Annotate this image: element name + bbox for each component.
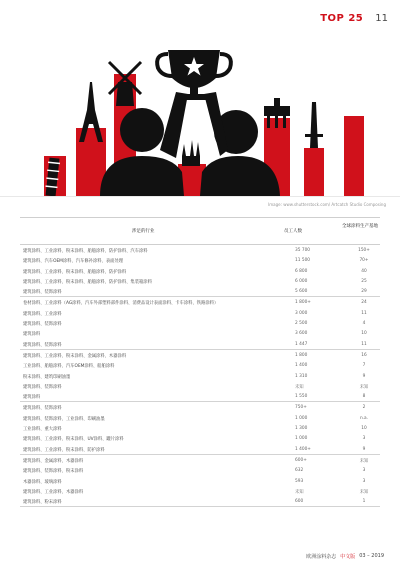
employees-cell: 1 800+: [295, 300, 311, 306]
industries-cell: 卷材涂料、工业涂料（AG涂料、汽车外部塑料部件涂料、消费品设计表面涂料、卡车涂料、铁路涂料）: [23, 301, 219, 307]
table-row: [20, 391, 380, 401]
table-row: [20, 413, 380, 423]
industries-cell: 粉末涂料、建筑印刷油墨: [23, 374, 71, 380]
red-bar: [344, 116, 364, 196]
page-header: [320, 10, 388, 26]
table-row: [20, 328, 380, 338]
trophy-icon: [157, 50, 231, 100]
plants-cell: 2: [362, 405, 366, 411]
industries-cell: 建筑涂料、装饰涂料: [23, 384, 62, 390]
plants-cell: 10: [361, 426, 367, 432]
plants-cell: 未知: [359, 489, 369, 495]
issue-label: 03 – 2019: [359, 553, 384, 559]
table-row: [20, 350, 380, 360]
table-group: [20, 402, 380, 454]
industries-cell: 建筑涂料、工业涂料、粉末涂料、UV涂料、罐片涂料: [23, 437, 124, 443]
plants-cell: 8: [362, 394, 366, 400]
industries-cell: 建筑涂料、装饰涂料、粉末涂料: [23, 469, 84, 475]
industries-cell: 建筑涂料: [23, 332, 41, 338]
table-row: [20, 276, 380, 286]
table-row: [20, 423, 380, 433]
plants-cell: 40: [361, 268, 367, 274]
plants-cell: 70+: [359, 258, 369, 264]
employees-cell: 1 447: [295, 341, 308, 347]
employees-cell: 3 000: [295, 310, 308, 316]
table-row: [20, 444, 380, 454]
industries-cell: 建筑涂料、工业涂料、粉末涂料、船舶涂料、防护涂料、汽车涂料: [23, 249, 148, 254]
industries-cell: 建筑涂料、工业涂料: [23, 311, 62, 317]
plants-cell: 1: [362, 499, 366, 505]
employees-cell: 3 600: [295, 331, 308, 337]
industries-cell: 木器涂料、玻璃涂料: [23, 479, 62, 485]
plants-cell: 16: [361, 352, 367, 358]
table-group: [20, 297, 380, 349]
plants-cell: 7: [362, 363, 366, 369]
tower-icon: [304, 102, 324, 196]
plants-cell: 4: [362, 321, 366, 327]
section-label: TOP 25: [320, 12, 364, 24]
table-row: [20, 308, 380, 318]
table-row: [20, 433, 380, 443]
table-row: [20, 245, 380, 255]
plants-cell: 24: [361, 300, 367, 306]
hero-illustration: [0, 32, 400, 204]
table-row: [20, 318, 380, 328]
employees-cell: 2 500: [295, 321, 308, 327]
industries-cell: 建筑涂料、装饰涂料: [23, 342, 62, 348]
page-number: 11: [375, 12, 388, 24]
journal-name: 欧洲涂料杂志: [306, 554, 337, 560]
plants-cell: 3: [362, 478, 366, 484]
employees-cell: 1 550: [295, 394, 308, 400]
industries-cell: 建筑涂料、粉末涂料: [23, 500, 62, 506]
industry-table: [20, 217, 380, 507]
plants-cell: 9: [362, 373, 366, 379]
industries-cell: 建筑涂料、工业涂料、粉末涂料、船舶涂料、防护涂料: [23, 269, 127, 275]
employees-cell: 750+: [295, 405, 307, 411]
plants-cell: 3: [362, 468, 366, 474]
table-row: [20, 360, 380, 370]
employees-cell: 未知: [295, 384, 304, 390]
plants-cell: 未知: [359, 384, 369, 390]
table-row: [20, 266, 380, 276]
plants-cell: 25: [361, 278, 367, 284]
employees-cell: 11 500: [295, 258, 311, 264]
plants-cell: 150+: [358, 248, 370, 253]
industries-cell: 建筑涂料、金属涂料、木器涂料: [23, 458, 84, 464]
header-employees: 员工人数: [284, 229, 302, 234]
employees-cell: 1 310: [295, 373, 308, 379]
industries-cell: 建筑涂料: [23, 395, 41, 401]
employees-cell: 593: [295, 478, 304, 484]
industries-cell: 工业涂料、重大涂料: [23, 427, 62, 433]
industries-cell: 建筑涂料、装饰涂料: [23, 290, 62, 296]
employees-cell: 1 400+: [295, 446, 311, 452]
left-figure: [100, 92, 188, 196]
leaning-tower-icon: [44, 156, 66, 197]
header-industries: 涉足的行业: [132, 229, 155, 234]
industries-cell: 建筑涂料、工业涂料、粉末涂料、金属涂料、木器涂料: [23, 353, 127, 359]
table-row: [20, 255, 380, 265]
industries-cell: 建筑涂料、汽车OEM涂料、汽车修补涂料、表面处理: [23, 259, 124, 265]
employees-cell: 1 000: [295, 415, 308, 421]
plants-cell: 未知: [359, 458, 369, 464]
employees-cell: 6 000: [295, 278, 308, 284]
table-row: [20, 402, 380, 412]
table-row: [20, 339, 380, 349]
table-row: [20, 486, 380, 496]
plants-cell: 11: [361, 310, 367, 316]
industries-cell: 建筑涂料、工业涂料、粉末涂料、防护涂料: [23, 447, 105, 453]
plants-cell: n.a.: [359, 415, 369, 421]
plants-cell: 11: [361, 341, 367, 347]
industries-cell: 工业涂料、船舶涂料、汽车OEM涂料、船舶涂料: [23, 364, 115, 370]
image-credit: Image: www.shutterstock.com/ Artcatch Studio Composing: [268, 202, 386, 207]
edition-label: 中文版: [340, 554, 356, 560]
employees-cell: 600: [295, 499, 304, 505]
employees-cell: 1 800: [295, 352, 308, 358]
industries-cell: 建筑涂料、装饰涂料: [23, 406, 62, 412]
table-row: [20, 297, 380, 307]
employees-cell: 600+: [295, 457, 307, 463]
table-body: [20, 245, 380, 507]
plants-cell: 9: [362, 446, 366, 452]
table-group: [20, 245, 380, 297]
table-row: [20, 371, 380, 381]
industries-cell: 建筑涂料、工业涂料、木器涂料: [23, 489, 84, 495]
employees-cell: 1 000: [295, 436, 308, 442]
table-row: [20, 381, 380, 391]
plants-cell: 29: [361, 289, 367, 295]
employees-cell: 35 700: [295, 248, 311, 253]
table-group: [20, 455, 380, 507]
table-row: [20, 465, 380, 475]
industries-cell: 建筑涂料、装饰涂料: [23, 322, 62, 328]
industries-cell: 建筑涂料、工业涂料、粉末涂料、船舶涂料、防护涂料、集装箱涂料: [23, 279, 152, 285]
employees-cell: 1 400: [295, 363, 308, 369]
plants-cell: 10: [361, 331, 367, 337]
employees-cell: 632: [295, 468, 304, 474]
eiffel-tower-icon: [76, 82, 106, 196]
employees-cell: 5 600: [295, 289, 308, 295]
table-row: [20, 496, 380, 506]
table-group: [20, 350, 380, 402]
table-row: [20, 476, 380, 486]
page-footer: [306, 553, 384, 560]
industries-cell: 建筑涂料、装饰涂料、工业涂料、印刷油墨: [23, 416, 105, 422]
table-row: [20, 455, 380, 465]
plants-cell: 3: [362, 436, 366, 442]
employees-cell: 1 300: [295, 426, 308, 432]
employees-cell: 未知: [295, 489, 304, 495]
table-header: [20, 217, 380, 245]
employees-cell: 6 800: [295, 268, 308, 274]
table-row: [20, 286, 380, 296]
header-plants: 全球涂料生产基地: [342, 224, 378, 229]
